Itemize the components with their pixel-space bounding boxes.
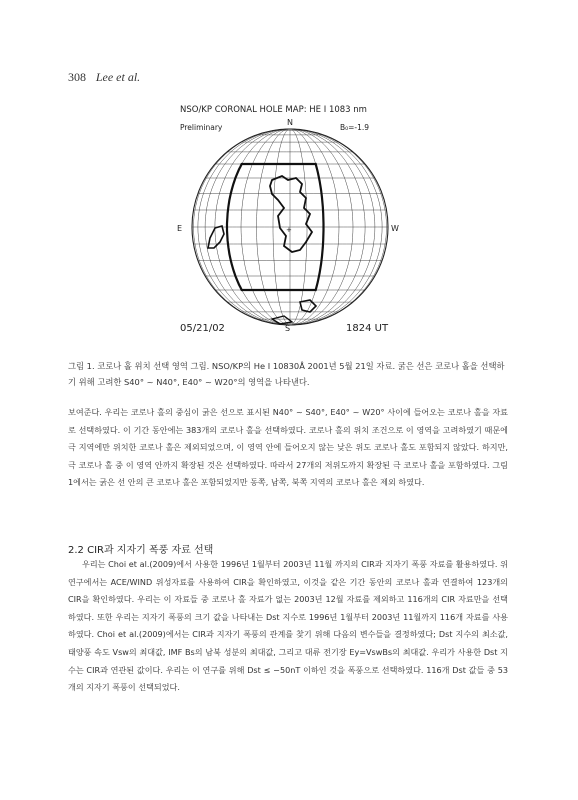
coronal-hole-map-figure <box>160 100 420 335</box>
map-b0: B₀=-1.9 <box>340 123 370 132</box>
east-label: E <box>177 224 183 233</box>
body-paragraph-1: 보여준다. 우리는 코로나 홀의 중심이 굵은 선으로 표시된 N40° ~ S40°, E40° ~ W20° 사이에 들어오는 코로나 홀을 자료로 선택하였다. 이 기간 동안에는 383개의 코로나 홀을 선택하였다. 코로나 홀의 위치 조건으로 이 영역을 고려하였기 때문에 극 지역에만 위치한 코로나 홀은 제외되었으며, 이 영역 안에 들어오지 않는 낮은 위도 코로나 홀도 포함되지 않았다. 하지만, 극 코로나 홀 중 이 영역 안까지 확장된 것은 선택하였다. 따라서 27개의 저위도까지 확장된 극 코로나 홀을 포함하였다. 그림 1에서는 굵은 선 안의 큰 코로나 홀은 포함되었지만 동쪽, 남쪽, 북쪽 지역의 코로나 홀은 제외 하였다. <box>68 407 508 488</box>
map-date: 05/21/02 <box>180 323 225 334</box>
body-paragraph-2: 우리는 Choi et al.(2009)에서 사용한 1996년 1월부터 2003년 11월 까지의 CIR과 지자기 폭풍 자료를 활용하였다. 위 연구에서는 ACE/WIND 위성자료를 사용하여 CIR을 확인하였고, 이것을 같은 기간 동안의 코로나 홀과 연결하여 123개의 CIR을 확인하였다. 우리는 이 자료들 중 코로나 홀 자료가 없는 2003년 12월 자료를 제외하고 116개의 CIR 자료만을 선택하였다. 또한 우리는 지자기 폭풍의 크기 값을 나타내는 Dst 지수로 1996년 1월부터 2003년 11월까지 116개 자료를 사용하였다. Choi et al.(2009)에서는 CIR과 지자기 폭풍의 관계를 찾기 위해 다음의 변수들을 결정하였다; Dst 지수의 최소값, 태양풍 속도 Vsw의 최대값, IMF Bs의 남북 성분의 최대값, 그리고 대류 전기장 Ey=VswBs의 최대값. 우리가 사용한 Dst 지수는 CIR과 연관된 값이다. 우리는 이 연구를 위해 Dst ≤ −50nT 이하인 것을 폭풍으로 선택하였다. 116개 Dst 값들 중 53개의 지자기 폭풍이 선택되었다. <box>68 559 508 693</box>
running-authors: Lee et al. <box>95 70 141 84</box>
section-heading: 2.2 CIR과 지자기 폭풍 자료 선택 <box>68 545 214 556</box>
disk-center-marker: + <box>286 226 292 234</box>
map-time: 1824 UT <box>346 323 389 334</box>
west-label: W <box>391 224 399 233</box>
map-status: Preliminary <box>180 123 223 132</box>
north-label: N <box>287 118 293 127</box>
page-number: 308 <box>68 70 86 84</box>
figure-caption: 그림 1. 코로나 홀 위치 선택 영역 그림. NSO/KP의 He I 10830Å 2001년 5월 21일 자료. 굵은 선은 코로나 홀을 선택하기 위해 고려한 S40° ~ N40°, E40° ~ W20°의 영역을 나타낸다. <box>68 361 505 387</box>
map-title: NSO/KP CORONAL HOLE MAP: HE I 1083 nm <box>180 105 367 115</box>
south-label: S <box>285 324 291 333</box>
running-header <box>68 70 140 85</box>
coronal-hole-map <box>160 100 420 335</box>
